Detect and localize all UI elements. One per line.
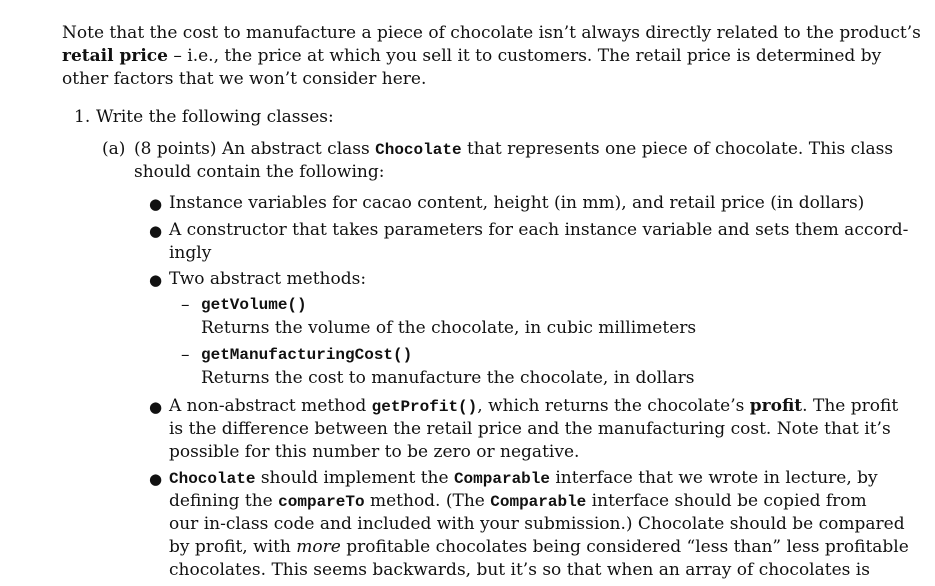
dash-icon: – [181,295,190,315]
bullet-icon: ● [149,195,163,213]
method-get-manufacturing-cost-desc: Returns the cost to manufacture the chocolate, in dollars [201,368,695,388]
bullet-4-post: . The profit [802,396,899,416]
bullet-icon: ● [149,470,163,488]
dash-icon: – [181,345,190,365]
bullet-5-t1: should implement the [255,468,454,488]
item-a-line-1 [134,138,893,163]
intro-line-1: Note that the cost to manufacture a piece of chocolate isn’t always directly related to the product’s [62,23,921,43]
bullet-4-line-1 [169,395,898,420]
bullet-icon: ● [149,271,163,289]
bullet-3-text: Two abstract methods: [169,269,367,289]
method-get-volume: getVolume() [201,296,307,314]
bullet-4-line-3: possible for this number to be zero or negative. [169,442,580,462]
bullet-5-line-3: our in-class code and included with your submission.) Chocolate should be compared [169,514,905,534]
bullet-5-line-4 [169,536,909,560]
bullet-icon: ● [149,222,163,240]
comparable-code: Comparable [453,470,550,488]
method-get-manufacturing-cost: getManufacturingCost() [201,346,413,364]
item-a-label: (a) [102,139,126,159]
bullet-2-line-2: ingly [169,243,212,263]
compare-to-code: compareTo [278,493,365,511]
bullet-4-pre: A non-abstract method [169,396,372,416]
intro-line-3: other factors that we won’t consider here. [62,69,427,89]
bullet-5-l2-t1: defining the [169,491,279,511]
get-profit-code: getProfit() [371,398,478,416]
bullet-5-l4-t1: by profit, with [169,537,297,557]
item-a-pre: (8 points) An abstract class [134,139,376,159]
item-a-line-2: should contain the following: [134,162,385,182]
bullet-4-line-2: is the difference between the retail price and the manufacturing cost. Note that it’s [169,419,891,439]
retail-price-term: retail price [62,46,168,66]
bullet-5-l2-t3: interface should be copied from [586,491,867,511]
bullet-5-l2-t2: method. (The [364,491,491,511]
chocolate-code: Chocolate [169,470,256,488]
profit-term: profit [749,396,803,416]
bullet-1-text: Instance variables for cacao content, height (in mm), and retail price (in dollars) [169,193,865,213]
bullet-5-line-1 [169,467,878,492]
bullet-2-line-1: A constructor that takes parameters for each instance variable and sets them accord- [169,220,909,240]
intro-line-2 [62,45,881,69]
intro-line-2-rest: – i.e., the price at which you sell it to customers. The retail price is determined by [167,46,882,66]
class-name-code: Chocolate [375,141,462,159]
item-1-number: 1. [74,107,91,127]
more-emphasis: more [296,537,341,557]
bullet-4-mid: , which returns the chocolate’s [477,396,750,416]
bullet-icon: ● [149,398,163,416]
bullet-5-t2: interface that we wrote in lecture, by [549,468,878,488]
method-get-volume-desc: Returns the volume of the chocolate, in cubic millimeters [201,318,697,338]
comparable-code-2: Comparable [490,493,587,511]
item-1-text: Write the following classes: [96,107,334,127]
bullet-5-line-5: chocolates. This seems backwards, but it’s so that when an array of chocolates is [169,560,870,580]
bullet-5-line-2 [169,490,867,515]
bullet-5-l4-t2: profitable chocolates being considered “less than” less profitable [340,537,909,557]
item-a-post: that represents one piece of chocolate. This class [461,139,894,159]
